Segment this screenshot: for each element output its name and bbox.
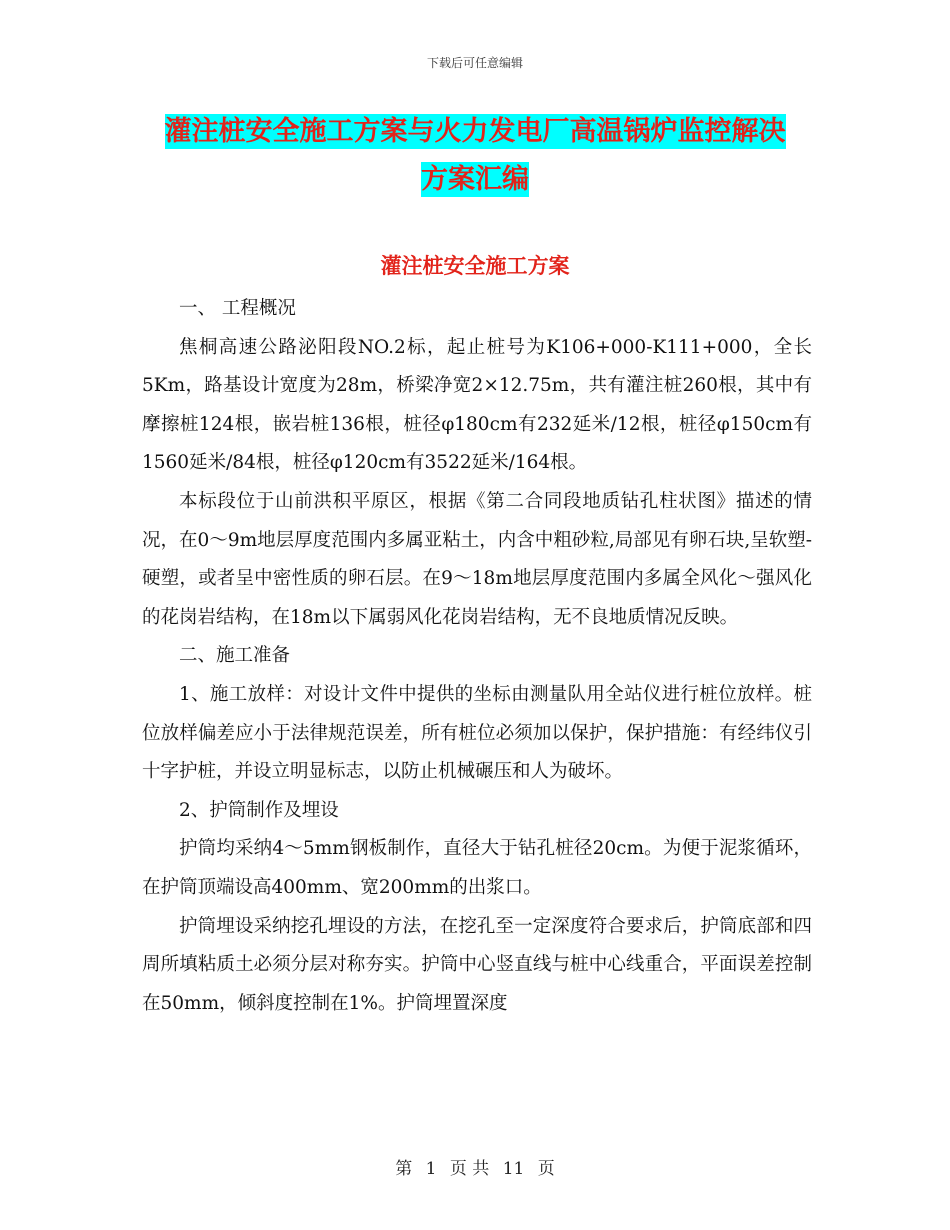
paragraph: 本标段位于山前洪积平原区，根据《第二合同段地质钻孔柱状图》描述的情况，在0～9m地层厚度范围内多属亚粘土，内含中粗砂粒,局部见有卵石块,呈软塑-硬塑，或者呈中密性质的卵石层。在9～18m地层厚度范围内多属全风化～强风化的花岗岩结构，在18m以下属弱风化花岗岩结构，无不良地质情况反映。 — [142, 490, 812, 628]
section-title: 灌注桩安全施工方案 — [380, 254, 570, 278]
body-text — [142, 290, 812, 1023]
footer-mid: 页 共 — [449, 1159, 490, 1179]
heading-construction-prep: 二、施工准备 — [179, 645, 291, 667]
footer-total-pages: 11 — [502, 1159, 525, 1179]
footer-prefix: 第 — [395, 1159, 413, 1179]
paragraph: 焦桐高速公路泌阳段NO.2标，起止桩号为K106+000-K111+000，全长5Km，路基设计宽度为28m，桥梁净宽2×12.75m，共有灌注桩260根，其中有摩擦桩124根，嵌岩桩136根，桩径φ180cm有232延米/12根，桩径φ150cm有1560延米/84根，桩径φ120cm有3522延米/164根。 — [142, 336, 812, 474]
document-title-line-2: 方案汇编 — [421, 164, 529, 195]
paragraph: 1、施工放样：对设计文件中提供的坐标由测量队用全站仪进行桩位放样。桩位放样偏差应小于法律规范误差，所有桩位必须加以保护，保护措施：有经纬仪引十字护桩，并设立明显标志，以防止机械碾压和人为破坏。 — [142, 683, 812, 783]
page-footer — [0, 1154, 950, 1179]
document-title — [0, 108, 950, 204]
paragraph: 护筒均采纳4～5mm钢板制作，直径大于钻孔桩径20cm。为便于泥浆循环，在护筒顶端设高400mm、宽200mm的出浆口。 — [142, 838, 812, 898]
subheading-casing: 2、护筒制作及埋设 — [179, 799, 339, 821]
footer-suffix: 页 — [537, 1159, 555, 1179]
paragraph: 护筒埋设采纳挖孔埋设的方法，在挖孔至一定深度符合要求后，护筒底部和四周所填粘质土必须分层对称夯实。护筒中心竖直线与桩中心线重合，平面误差控制在50mm，倾斜度控制在1%。护筒埋置深度 — [142, 915, 812, 1014]
document-title-line-1: 灌注桩安全施工方案与火力发电厂高温锅炉监控解决 — [164, 116, 786, 147]
footer-page-number: 1 — [425, 1159, 437, 1179]
header-note: 下载后可任意编辑 — [426, 56, 523, 70]
heading-project-overview: 一、 工程概况 — [179, 298, 296, 319]
